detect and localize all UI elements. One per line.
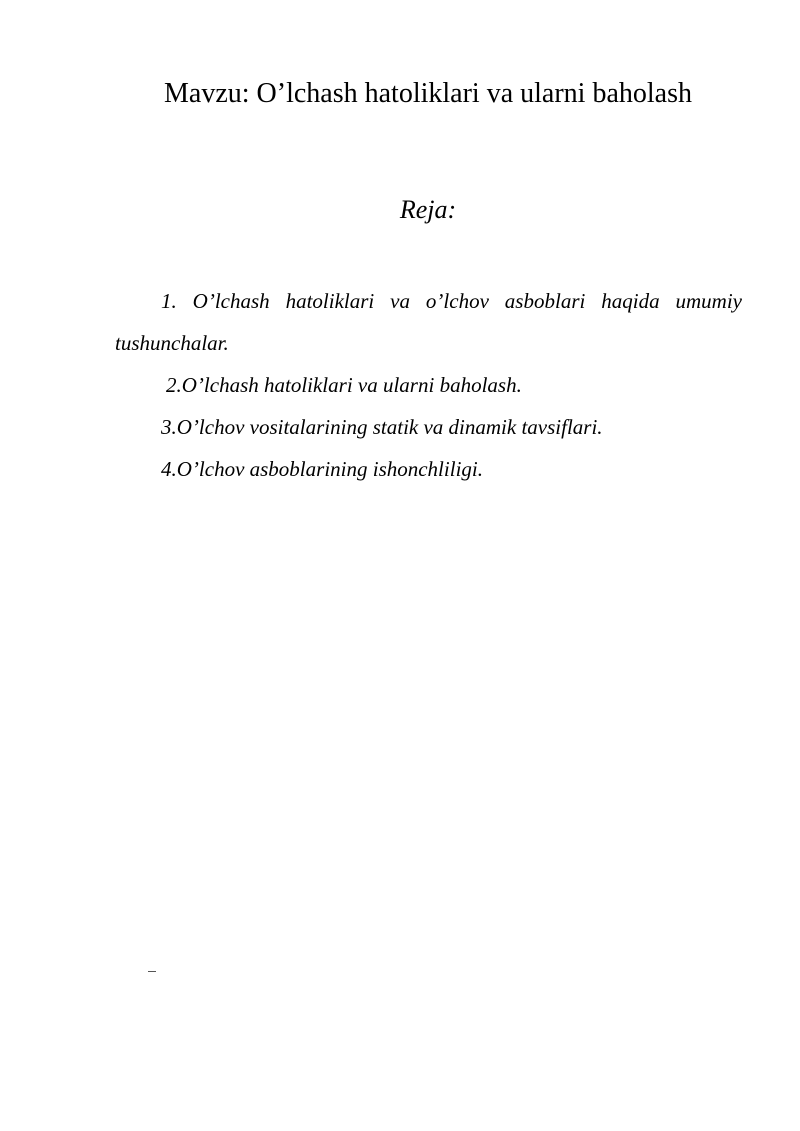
plan-item-3: 3.O’lchov vositalarining statik va dinamik tavsiflari. bbox=[161, 415, 603, 439]
page-title: Mavzu: O’lchash hatoliklari va ularni baholash bbox=[164, 78, 692, 109]
plan-item-1: 1. O’lchash hatoliklari va o’lchov asboblari haqida umumiy tushunchalar. bbox=[115, 289, 742, 355]
plan-heading: Reja: bbox=[399, 195, 457, 224]
stray-mark bbox=[148, 971, 156, 972]
plan-item-4: 4.O’lchov asboblarining ishonchliligi. bbox=[161, 457, 483, 481]
plan-list bbox=[115, 280, 742, 490]
plan-item-2: 2.O’lchash hatoliklari va ularni baholash. bbox=[166, 373, 522, 397]
